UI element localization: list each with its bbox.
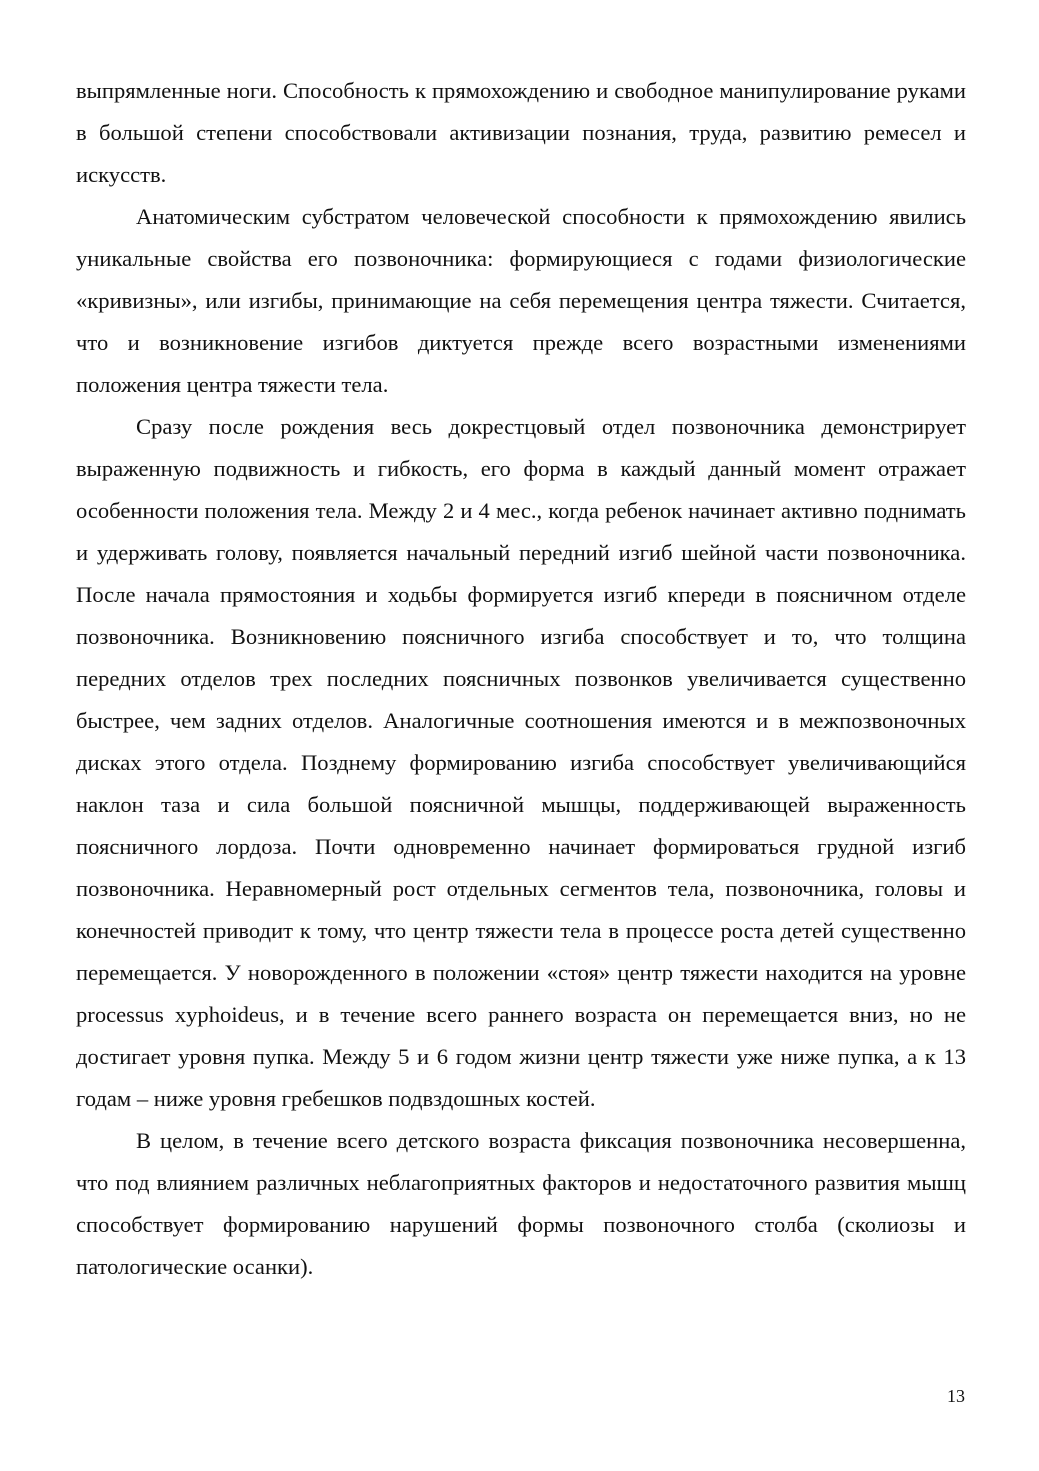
paragraph-2: Анатомическим субстратом человеческой способности к прямохождению явились уникальные свойства его позвоночника: формирующиеся с годами физиологические «кривизны», или изгибы, принимающие на себя перемещения центра тяжести. Считается, что и возникновение изгибов диктуется прежде всего возрастными изменениями положения центра тяжести тела. xyxy=(76,204,966,397)
paragraph-3: Сразу после рождения весь докрестцовый отдел позвоночника демонстрирует выраженную подвижность и гибкость, его форма в каждый данный момент отражает особенности положения тела. Между 2 и 4 мес., когда ребенок начинает активно поднимать и удерживать голову, появляется начальный передний изгиб шейной части позвоночника. После начала прямостояния и ходьбы формируется изгиб кпереди в поясничном отделе позвоночника. Возникновению поясничного изгиба способствует и то, что толщина передних отделов трех последних поясничных позвонков увеличивается существенно быстрее, чем задних отделов. Аналогичные соотношения имеются и в межпозвоночных дисках этого отдела. Позднему формированию изгиба способствует увеличивающийся наклон таза и сила большой поясничной мышцы, поддерживающей выраженность поясничного лордоза. Почти одновременно начинает формироваться грудной изгиб позвоночника. Неравномерный рост отдельных сегментов тела, позвоночника, головы и конечностей приводит к тому, что центр тяжести тела в процессе роста детей существенно перемещается. У новорожденного в положении «стоя» центр тяжести находится на уровне processus xyphoideus, и в течение всего раннего возраста он перемещается вниз, но не достигает уровня пупка. Между 5 и 6 годом жизни центр тяжести уже ниже пупка, а к 13 годам – ниже уровня гребешков подвздошных костей. xyxy=(76,414,966,1111)
body-text xyxy=(76,70,966,1288)
paragraph-4: В целом, в течение всего детского возраста фиксация позвоночника несовершенна, что под влиянием различных неблагоприятных факторов и недостаточного развития мышц способствует формированию нарушений формы позвоночного столба (сколиозы и патологические осанки). xyxy=(76,1128,966,1279)
page-number: 13 xyxy=(947,1386,965,1406)
paragraph-1: выпрямленные ноги. Способность к прямохождению и свободное манипулирование руками в большой степени способствовали активизации познания, труда, развитию ремесел и искусств. xyxy=(76,78,966,187)
